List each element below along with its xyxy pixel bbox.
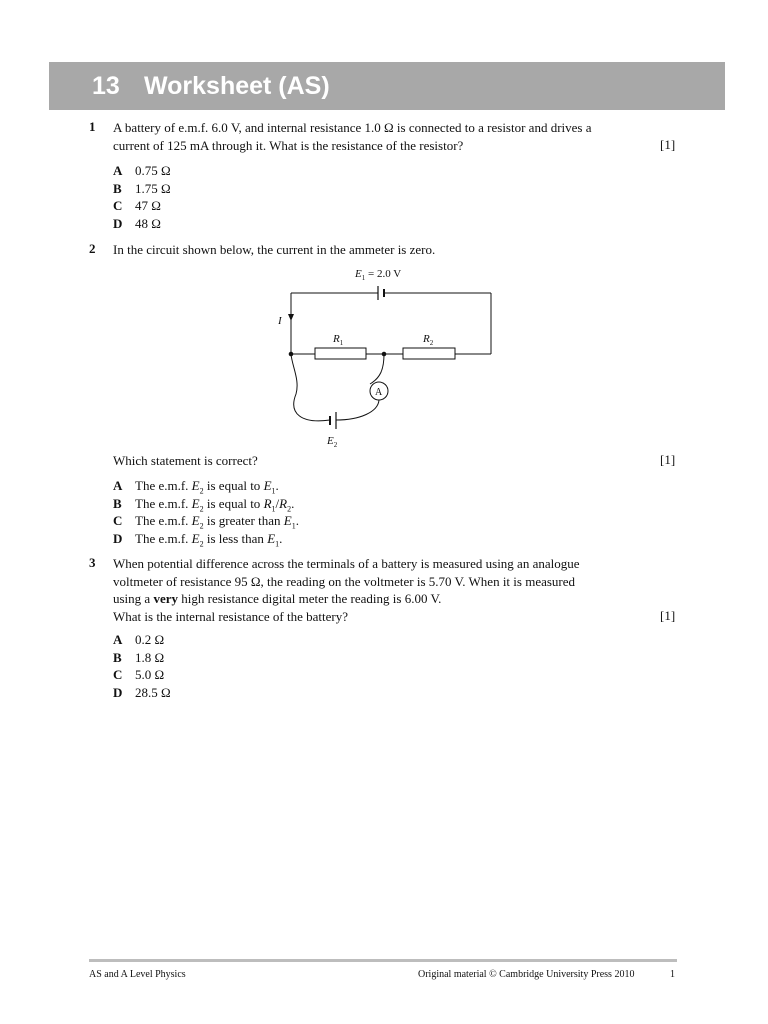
option-text: 1.75 Ω (135, 180, 171, 196)
question-line: voltmeter of resistance 95 Ω, the reading on the voltmeter is 5.70 V. When it is measured (113, 573, 576, 589)
symbol: R (263, 495, 272, 511)
chapter-number: 13 (92, 71, 120, 100)
wire-ammeter-bottom (336, 400, 379, 420)
subscript: 1 (271, 486, 276, 496)
option-text: . (279, 530, 283, 546)
option-c[interactable] (113, 512, 299, 530)
symbol: E (267, 530, 276, 546)
option-text: . (291, 495, 295, 511)
subscript: 1 (275, 539, 280, 549)
label-r2: $R_2$ (423, 333, 434, 347)
resistor-r1 (315, 348, 366, 359)
question-line: A battery of e.m.f. 6.0 V, and internal resistance 1.0 Ω is connected to a resistor and drives a (113, 120, 592, 135)
worksheet-title: Worksheet (AS) (144, 71, 330, 100)
subscript: 2 (199, 521, 204, 531)
option-a[interactable] (113, 631, 171, 649)
subscript: 1 (271, 504, 276, 514)
option-letter: B (113, 649, 122, 665)
wire-e2-return (291, 354, 330, 421)
option-b[interactable] (113, 495, 299, 513)
option-text: 1.8 Ω (135, 649, 165, 665)
mark-allocation: [1] (660, 607, 676, 623)
option-d[interactable] (113, 530, 299, 548)
worksheet-header (49, 62, 725, 110)
question-number: 1 (89, 119, 96, 134)
label-current: I (278, 315, 282, 327)
option-letter: C (113, 513, 123, 528)
option-d[interactable] (113, 215, 171, 233)
option-text: is less than (203, 530, 268, 546)
option-text: . (295, 513, 299, 528)
option-text: 48 Ω (135, 215, 161, 231)
option-text: is equal to (203, 495, 264, 511)
label-ammeter: A (375, 387, 383, 398)
resistor-r2 (403, 348, 455, 359)
question-text (113, 241, 653, 259)
symbol: E (191, 495, 200, 511)
question-line: What is the internal resistance of the battery? (113, 608, 348, 624)
question-line: In the circuit shown below, the current in the ammeter is zero. (113, 242, 436, 257)
option-text: The e.m.f. (135, 513, 192, 528)
page-number: 1 (670, 969, 675, 980)
option-letter: A (113, 478, 123, 493)
option-b[interactable] (113, 649, 171, 667)
text-run: high resistance digital meter the reading is 6.00 V. (178, 591, 442, 606)
question-number: 3 (89, 555, 96, 570)
text-run: using a (113, 591, 154, 606)
option-c[interactable] (113, 666, 171, 684)
question-line: When potential difference across the terminals of a battery is measured using an analogue (113, 556, 580, 571)
option-text: 5.0 Ω (135, 667, 165, 682)
label-e1: $E_1 = 2.0$ V (355, 268, 402, 282)
subscript: 2 (199, 539, 204, 549)
option-d[interactable] (113, 684, 171, 702)
option-letter: C (113, 667, 123, 682)
footer-rule (89, 959, 677, 962)
question-line: Which statement is correct? (113, 453, 258, 468)
option-text: . (275, 478, 279, 493)
symbol: E (191, 478, 200, 493)
option-letter: A (113, 163, 123, 178)
wire-ammeter-top (370, 354, 384, 384)
option-letter: C (113, 198, 123, 213)
footer-copyright: Original material © Cambridge University Press 2010 (418, 969, 635, 980)
option-text: 0.75 Ω (135, 163, 171, 178)
symbol: E (191, 513, 200, 528)
symbol: R (279, 495, 288, 511)
option-text: The e.m.f. (135, 530, 192, 546)
option-a[interactable] (113, 162, 171, 180)
answer-options (113, 631, 171, 701)
junction-middle (382, 352, 387, 357)
option-text: 47 Ω (135, 198, 161, 213)
option-letter: D (113, 215, 123, 231)
option-letter: D (113, 684, 123, 700)
question-text (113, 555, 653, 625)
question-text (113, 119, 653, 154)
subscript: 2 (199, 486, 204, 496)
circuit-diagram (270, 262, 500, 454)
question-line (113, 590, 653, 608)
symbol: E (283, 513, 292, 528)
subscript: 2 (287, 504, 292, 514)
subscript: 1 (291, 521, 296, 531)
option-text: The e.m.f. (135, 495, 192, 511)
label-e2: $E_2$ (327, 435, 338, 449)
option-text: is greater than (203, 513, 284, 528)
label-r1: $R_1$ (333, 333, 344, 347)
option-a[interactable] (113, 477, 299, 495)
option-letter: B (113, 180, 122, 196)
question-number: 2 (89, 241, 96, 256)
option-text: 28.5 Ω (135, 684, 171, 700)
junction-left (289, 352, 294, 357)
emphasis: very (153, 591, 178, 606)
option-letter: A (113, 632, 123, 647)
option-letter: B (113, 495, 122, 511)
option-c[interactable] (113, 197, 171, 215)
footer-course: AS and A Level Physics (89, 969, 186, 980)
option-b[interactable] (113, 180, 171, 198)
question-line: current of 125 mA through it. What is the resistance of the resistor? (113, 137, 464, 153)
answer-options (113, 162, 171, 232)
current-arrow-icon (288, 314, 294, 321)
option-text: is equal to (203, 478, 264, 493)
option-text: 0.2 Ω (135, 632, 165, 647)
answer-options (113, 477, 299, 547)
option-text: The e.m.f. (135, 478, 192, 493)
symbol: E (263, 478, 272, 493)
question-prompt (113, 452, 653, 470)
mark-allocation: [1] (660, 136, 676, 152)
option-letter: D (113, 530, 123, 546)
symbol: E (191, 530, 200, 546)
subscript: 2 (199, 504, 204, 514)
option-text: / (275, 495, 280, 511)
mark-allocation: [1] (660, 452, 676, 467)
